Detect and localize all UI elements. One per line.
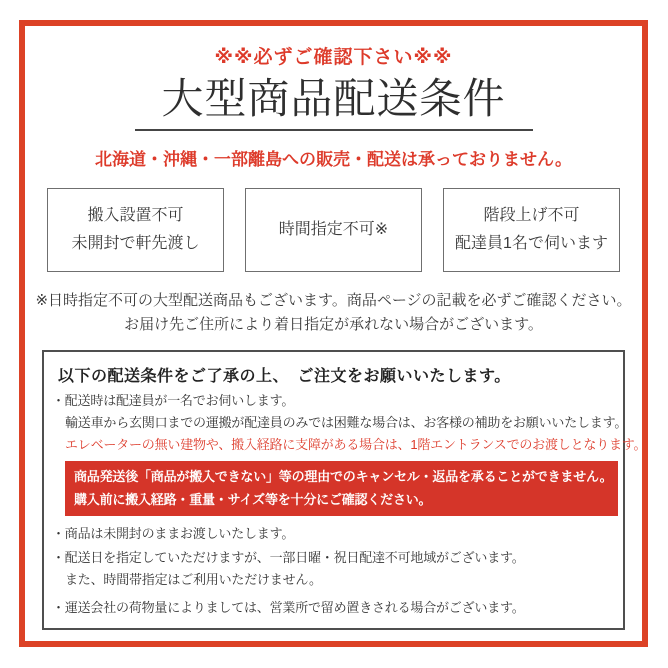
condition-box-row [25,188,642,272]
terms-item-carry-help: 輸送車から玄関口までの運搬が配達員のみでは困難な場合は、お客様の補助をお願いいたします。 [65,414,628,430]
title-underline [135,129,533,131]
terms-item-no-elevator: エレベーターの無い建物や、搬入経路に支障がある場合は、1階エントランスでのお渡しとなります。 [65,436,647,452]
terms-item-carrier-holding: ・運送会社の荷物量によりましては、営業所で留め置きされる場合がございます。 [52,600,525,616]
note-line: お届け先ご住所により着日指定が承れない場合がございます。 [124,315,543,333]
top-warning-text: ※※必ずご確認下さい※※ [214,47,453,68]
date-designation-note [25,289,642,336]
cancel-warning-line: 商品発送後「商品が搬入できない」等の理由でのキャンセル・返品を承ることができません。 [74,469,613,485]
note-line: ※日時指定不可の大型配送商品もございます。商品ページの記載を必ずご確認ください。 [35,292,632,310]
condition-line: 階段上げ不可 [483,206,580,224]
region-restriction-text: 北海道・沖縄・一部離島への販売・配送は承っておりません。 [94,150,573,170]
condition-box-stairs [443,188,620,272]
terms-item-no-time-slot: また、時間帯指定はご利用いただけません。 [65,572,322,588]
condition-box-carry-in [47,188,224,272]
condition-box-time [245,188,422,272]
terms-item-delivery-date: ・配送日を指定していただけますが、一部日曜・祝日配達不可地域がございます。 [52,550,525,566]
page-title: 大型商品配送条件 [161,75,506,122]
terms-box [42,350,647,630]
terms-item-unopened: ・商品は未開封のままお渡しいたします。 [52,525,295,541]
terms-item-delivery-staff: ・配送時は配達員が一名でお伺いします。 [52,392,295,408]
condition-line: 未開封で軒先渡し [71,235,200,253]
cancel-warning-line: 購入前に搬入経路・重量・サイズ等を十分にご確認ください。 [74,491,432,507]
condition-line: 搬入設置不可 [87,206,184,224]
condition-line: 配達員1名で伺います [455,235,608,253]
condition-line: 時間指定不可※ [278,220,389,238]
terms-heading: 以下の配送条件をご了承の上、 ご注文をお願いいたします。 [58,367,511,385]
notice-frame [19,20,648,647]
cancel-warning-box [65,461,618,515]
